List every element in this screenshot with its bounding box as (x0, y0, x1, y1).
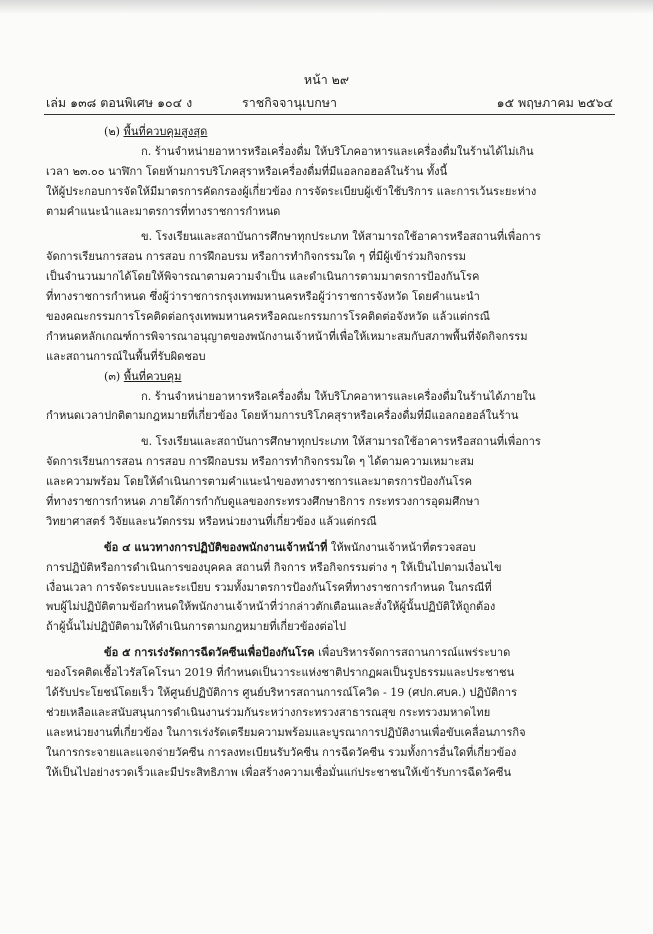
text-line: ของโรคติดเชื้อไวรัสโคโรนา 2019 ที่กำหนดเป็นวาระแห่งชาติปรากฏผลเป็นรูปธรรมและประชาชน (46, 666, 515, 680)
text-line: ตามคำแนะนำและมาตรการที่ทางราชการกำหนด (46, 204, 281, 218)
zone-heading: พื้นที่ควบคุม (123, 369, 182, 383)
text-line: ที่ทางราชการกำหนด ภายใต้การกำกับดูแลของกระทรวงศึกษาธิการ กระทรวงการอุดมศึกษา (46, 495, 480, 509)
page-number: หน้า ๒๙ (303, 72, 350, 87)
text-line: พบผู้ไม่ปฏิบัติตามข้อกำหนดให้พนักงานเจ้าหน้าที่ว่ากล่าวตักเตือนและสั่งให้ผู้นั้นปฏิบัติให้ถูกต้อง (46, 600, 496, 614)
text-line: วิทยาศาสตร์ วิจัยและนวัตกรรม หรือหน่วยงานที่เกี่ยวข้อง แล้วแต่กรณี (46, 514, 377, 528)
text-line: จัดการเรียนการสอน การสอบ การฝึกอบรม หรือการทำกิจกรรมใด ๆ ได้ตามความเหมาะสม (46, 455, 475, 469)
text-line: ถ้าผู้นั้นไม่ปฏิบัติตามให้ดำเนินการตามกฎหมายที่เกี่ยวข้องต่อไป (46, 620, 346, 634)
text-line: ได้รับประโยชน์โดยเร็ว ให้ศูนย์ปฏิบัติการ ศูนย์บริหารสถานการณ์โควิด - 19 (ศปก.ศบค.) ปฏิบัติการ (46, 686, 518, 700)
document-body (46, 122, 606, 783)
gazette-date: ๑๕ พฤษภาคม ๒๕๖๔ (496, 95, 613, 110)
text-line: และสถานการณ์ในพื้นที่รับผิดชอบ (46, 349, 206, 363)
text-line: การปฏิบัติหรือการดำเนินการของบุคคล สถานที่ กิจการ หรือกิจกรรมต่าง ๆ ให้เป็นไปตามเงื่อนไข (46, 560, 502, 574)
text-line: และหน่วยงานที่เกี่ยวข้อง ในการเร่งรัดเตรียมความพร้อมและบูรณาการปฏิบัติงานเพื่อขับเคลื่อนภารกิจ (46, 725, 526, 739)
text-line: (๒) พื้นที่ควบคุมสูงสุด (104, 125, 208, 138)
text-line: (๓) พื้นที่ควบคุม (104, 369, 182, 383)
text-line: ข. โรงเรียนและสถาบันการศึกษาทุกประเภท ให้สามารถใช้อาคารหรือสถานที่เพื่อการ (141, 435, 541, 449)
text-line: เวลา ๒๓.๐๐ นาฬิกา โดยห้ามการบริโภคสุราหรือเครื่องดื่มที่มีแอลกอฮอล์ในร้าน ทั้งนี้ (46, 164, 448, 178)
text-line: กำหนดหลักเกณฑ์การพิจารณาอนุญาตของพนักงานเจ้าหน้าที่เพื่อให้เหมาะสมกับสภาพพื้นที่จัดกิจกรรม (46, 329, 528, 343)
text-line: ที่ทางราชการกำหนด ซึ่งผู้ว่าราชการกรุงเทพมหานครหรือผู้ว่าราชการจังหวัด โดยคำแนะนำ (46, 290, 480, 304)
gazette-name: ราชกิจจานุเบกษา (242, 95, 338, 110)
text-line: ช่วยเหลือและสนับสนุนการดำเนินงานร่วมกันระหว่างกระทรวงสาธารณสุข กระทรวงมหาดไทย (46, 705, 491, 719)
text-line: ให้เป็นไปอย่างรวดเร็วและมีประสิทธิภาพ เพื่อสร้างความเชื่อมั่นแก่ประชาชนให้เข้ารับการฉีดวัคซีน (46, 765, 512, 779)
header-rule (44, 114, 615, 115)
page-edge (0, 0, 653, 14)
text-line: เป็นจำนวนมากได้โดยให้พิจารณาตามความจำเป็น และดำเนินการตามมาตรการป้องกันโรค (46, 270, 480, 284)
clause-heading: ข้อ ๔ แนวทางการปฏิบัติของพนักงานเจ้าหน้าที่ (104, 540, 328, 554)
text-line: เงื่อนเวลา การจัดระบบและระเบียบ รวมทั้งมาตรการป้องกันโรคที่ทางราชการกำหนด ในกรณีที่ (46, 580, 492, 594)
text-line: ข. โรงเรียนและสถาบันการศึกษาทุกประเภท ให้สามารถใช้อาคารหรือสถานที่เพื่อการ (141, 230, 541, 244)
text-line: กำหนดเวลาปกติตามกฎหมายที่เกี่ยวข้อง โดยห้ามการบริโภคสุราหรือเครื่องดื่มที่มีแอลกอฮอล์ในร้าน (46, 409, 519, 423)
zone-heading: พื้นที่ควบคุมสูงสุด (123, 125, 208, 138)
clause-heading: ข้อ ๕ การเร่งรัดการฉีดวัคซีนเพื่อป้องกันโรค (104, 646, 315, 660)
text-line: ก. ร้านจำหน่ายอาหารหรือเครื่องดื่ม ให้บริโภคอาหารและเครื่องดื่มในร้านได้ภายใน (141, 389, 536, 403)
volume-label: เล่ม ๑๓๘ ตอนพิเศษ ๑๐๔ ง (46, 95, 193, 110)
text-line: ของคณะกรรมการโรคติดต่อกรุงเทพมหานครหรือคณะกรรมการโรคติดต่อจังหวัด แล้วแต่กรณี (46, 310, 490, 324)
text-line: จัดการเรียนการสอน การสอบ การฝึกอบรม หรือการทำกิจกรรมใด ๆ ที่มีผู้เข้าร่วมกิจกรรม (46, 250, 466, 264)
text-line: และความพร้อม โดยให้ดำเนินการตามคำแนะนำของทางราชการและมาตรการป้องกันโรค (46, 475, 472, 489)
text-line: ข้อ ๕ การเร่งรัดการฉีดวัคซีนเพื่อป้องกันโรค เพื่อบริหารจัดการสถานการณ์แพร่ระบาด (104, 646, 511, 660)
text-line: ข้อ ๔ แนวทางการปฏิบัติของพนักงานเจ้าหน้าที่ ให้พนักงานเจ้าหน้าที่ตรวจสอบ (104, 540, 476, 554)
text-line: ในการกระจายและแจกจ่ายวัคซีน การลงทะเบียนรับวัคซีน การฉีดวัคซีน รวมทั้งการอื่นใดที่เกี่ยวข้อง (46, 745, 517, 759)
text-line: ให้ผู้ประกอบการจัดให้มีมาตรการคัดกรองผู้เกี่ยวข้อง การจัดระเบียบผู้เข้าใช้บริการ และการเว้นระยะห่าง (46, 184, 537, 198)
text-line: ก. ร้านจำหน่ายอาหารหรือเครื่องดื่ม ให้บริโภคอาหารและเครื่องดื่มในร้านได้ไม่เกิน (141, 144, 534, 158)
